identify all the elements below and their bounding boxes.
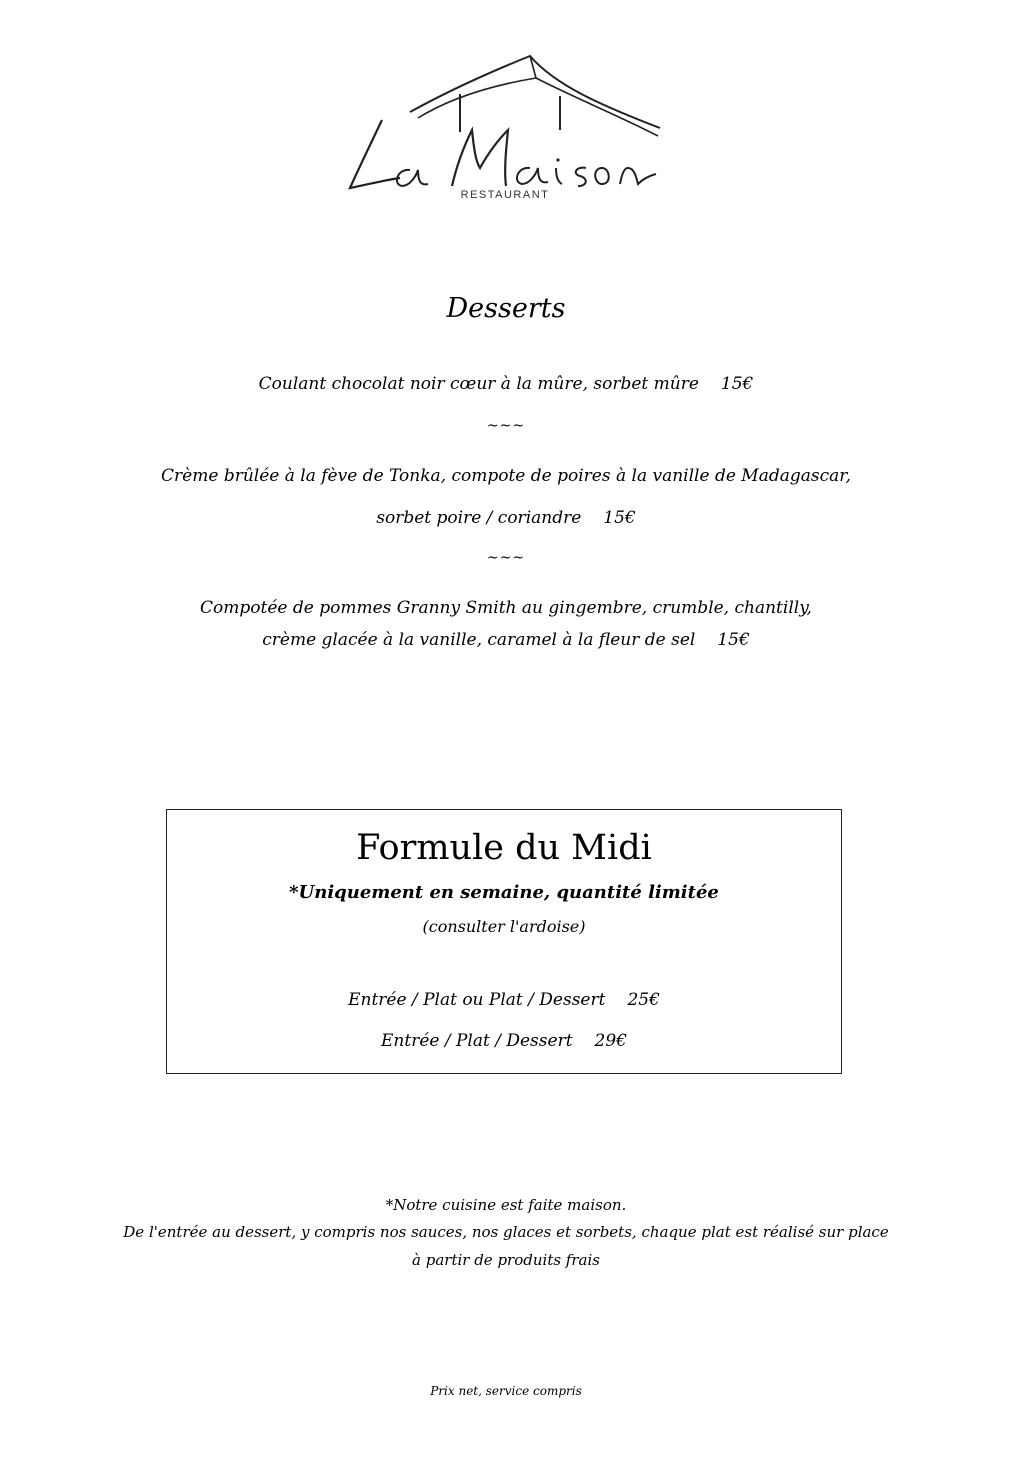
dessert-item-3-line2 bbox=[0, 630, 1012, 650]
formule-option-label: Entrée / Plat ou Plat / Dessert bbox=[348, 990, 606, 1010]
restaurant-logo bbox=[340, 50, 670, 210]
dessert-price: 15€ bbox=[720, 374, 754, 394]
dessert-price: 15€ bbox=[717, 630, 750, 650]
formule-option-label: Entrée / Plat / Dessert bbox=[381, 1031, 573, 1051]
section-title: Desserts bbox=[446, 293, 566, 324]
formule-option-2 bbox=[167, 1031, 841, 1051]
dessert-item-2-line2 bbox=[0, 508, 1012, 528]
formule-note: (consulter l'ardoise) bbox=[422, 917, 586, 936]
formule-title: Formule du Midi bbox=[356, 828, 652, 868]
separator: ~~~ bbox=[486, 550, 526, 566]
tent-logo-drawing bbox=[340, 50, 670, 210]
footer-line-3: à partir de produits frais bbox=[412, 1251, 600, 1269]
formule-option-price: 25€ bbox=[627, 990, 660, 1010]
dessert-description: sorbet poire / coriandre bbox=[376, 508, 582, 528]
footer-line-2: De l'entrée au dessert, y compris nos sauces, nos glaces et sorbets, chaque plat est réalisé sur place bbox=[123, 1223, 889, 1241]
dessert-description: crème glacée à la vanille, caramel à la fleur de sel bbox=[262, 630, 696, 650]
dessert-item-3-line1: Compotée de pommes Granny Smith au gingembre, crumble, chantilly, bbox=[200, 598, 812, 618]
dessert-description: Coulant chocolat noir cœur à la mûre, sorbet mûre bbox=[258, 374, 699, 394]
dessert-item-1 bbox=[0, 374, 1012, 394]
dessert-item-2-line1: Crème brûlée à la fève de Tonka, compote de poires à la vanille de Madagascar, bbox=[161, 466, 851, 486]
price-note: Prix net, service compris bbox=[430, 1384, 582, 1398]
logo-subtitle: RESTAURANT bbox=[460, 189, 550, 201]
footer-line-1: *Notre cuisine est faite maison. bbox=[385, 1196, 627, 1214]
dessert-price: 15€ bbox=[603, 508, 636, 528]
formule-subtitle: *Uniquement en semaine, quantité limitée bbox=[289, 882, 719, 903]
formule-box bbox=[166, 809, 842, 1074]
separator: ~~~ bbox=[486, 418, 526, 434]
formule-option-price: 29€ bbox=[594, 1031, 627, 1051]
formule-option-1 bbox=[167, 990, 841, 1010]
